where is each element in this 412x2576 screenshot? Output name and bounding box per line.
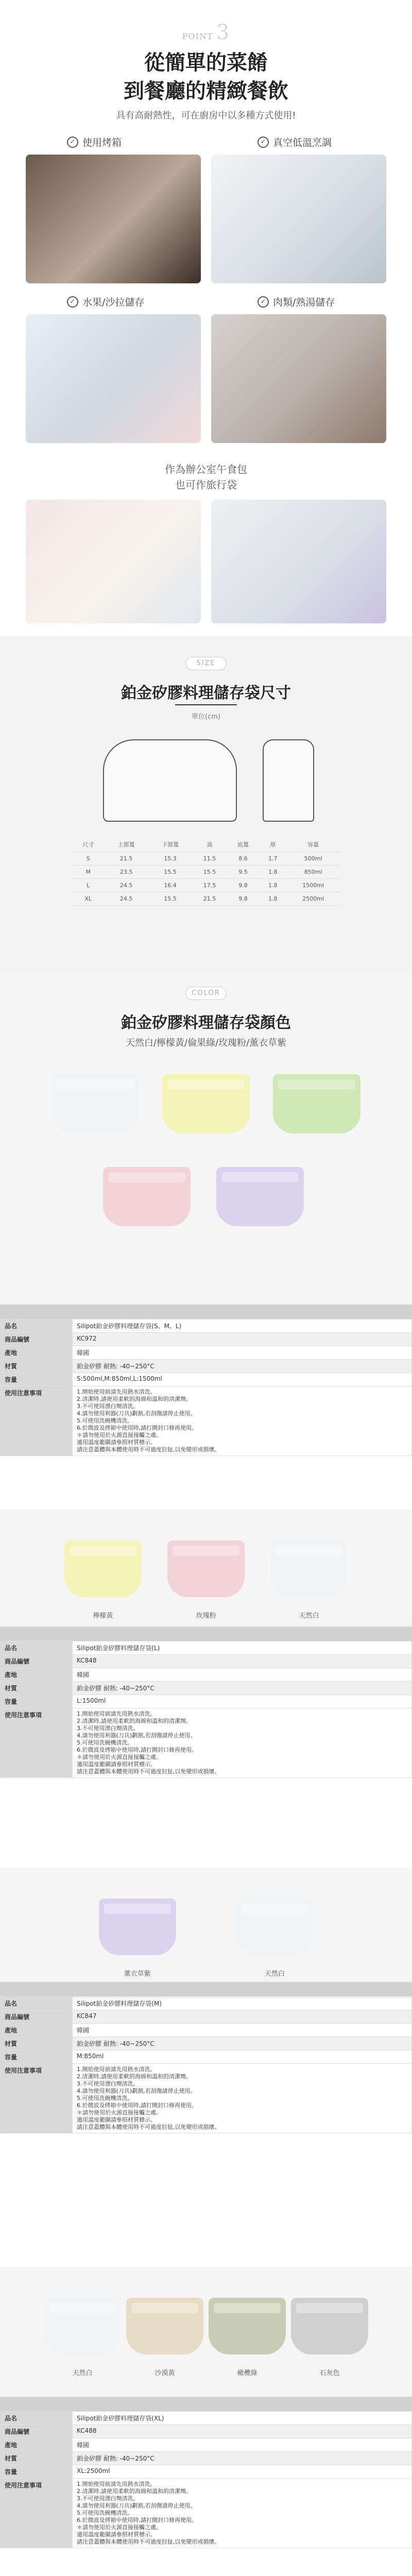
variant-caption: 沙漠黃 <box>154 2369 175 2377</box>
spec-row-capacity: 容量 L:1500ml <box>1 1695 412 1708</box>
variant-bowl <box>64 1540 142 1597</box>
color-title: 鉑金矽膠料理儲存袋顏色 <box>121 1014 291 1032</box>
color-section <box>0 971 412 1316</box>
usage-notes: 1.開始使用前請先用熱水清洗。 2.清潔時,請使用柔軟的海綿和溫和的清潔劑。 3.不可使用漂白劑清洗。 4.請勿使用利器(刀具)劃割,若刮傷請停止使用。 5.可使用洗碗機清洗。 6.於微波及烤箱中使用時,請打開封口條再使用。 ＊請勿使用於火源直接接觸之處。 適用溫度範圍請參照材質標示。 請注意蓋體與本體使用時不可過度拉扯,以免變形或損壞。 <box>73 2064 412 2133</box>
spec-row-usage: 使用注意事項 1.開始使用前請先用熱水清洗。 2.清潔時,請使用柔軟的海綿和溫和的清潔劑。 3.不可使用漂白劑清洗。 4.請勿使用利器(刀具)劃割,若刮傷請停止使用。 5.可使用洗碗機清洗。 6.於微波及烤箱中使用時,請打開封口條再使用。 ＊請勿使用於火源直接接觸之處。 適用溫度範圍請參照材質標示。 請注意蓋體與本體使用時不可過度拉扯,以免變形或損壞。 <box>1 2064 412 2133</box>
feature-fruit <box>67 295 144 309</box>
feature-meat-label: 肉類/熟湯儲存 <box>273 297 335 308</box>
spec-row-material: 材質 鉑金矽膠 耐熱: -40~250°C <box>1 2452 412 2465</box>
product-variant-row <box>0 1868 412 1999</box>
spec-row-model: 商品編號 KC972 <box>1 1333 412 1346</box>
feature-sousvide <box>258 135 332 149</box>
color-bowl-0 <box>52 1074 139 1133</box>
spec-row-usage: 使用注意事項 1.開始使用前請先用熱水清洗。 2.清潔時,請使用柔軟的海綿和溫和的清潔劑。 3.不可使用漂白劑清洗。 4.請勿使用利器(刀具)劃割,若刮傷請停止使用。 5.可使用洗碗機清洗。 6.於微波及烤箱中使用時,請打開封口條再使用。 ＊請勿使用於火源直接接觸之處。 適用溫度範圍請參照材質標示。 請注意蓋體與本體使用時不可過度拉扯,以免變形或損壞。 <box>1 1708 412 1778</box>
color-tag: COLOR <box>185 987 227 1000</box>
color-bowl-1 <box>162 1074 250 1133</box>
spec-row-usage: 使用注意事項 1.開始使用前請先用熱水清洗。 2.清潔時,請使用柔軟的海綿和溫和的清潔劑。 3.不可使用漂白劑清洗。 4.請勿使用利器(刀具)劃割,若刮傷請停止使用。 5.可使用洗碗機清洗。 6.於微波及烤箱中使用時,請打開封口條再使用。 ＊請勿使用於火源直接接觸之處。 適用溫度範圍請參照材質標示。 請注意蓋體與本體使用時不可過度拉扯,以免變形或損壞。 <box>1 2479 412 2548</box>
lunch-line-1: 作為辦公室午食包 <box>165 463 247 476</box>
size-table <box>72 837 340 906</box>
variant-bowl <box>126 2298 203 2354</box>
spec-row-name: 品名 Silipot鉑金矽膠料理儲存袋(XL) <box>1 2412 412 2425</box>
spec-table <box>0 1996 412 2133</box>
fruit-photo <box>26 314 201 443</box>
check-icon: ✓ <box>258 296 269 308</box>
table-row: L 24.5 16.4 17.5 9.8 1.8 1500ml <box>72 879 340 892</box>
size-table-header: 尺寸 上部寬 下部寬 高 底寬 厚 容量 <box>72 837 340 852</box>
front-diagram <box>103 739 237 822</box>
spec-row-material: 材質 鉑金矽膠 耐熱: -40~250°C <box>1 1682 412 1695</box>
point-label: POINT <box>182 31 213 41</box>
variant-caption: 橄欖綠 <box>237 2369 258 2377</box>
spec-row-model: 商品編號 KC848 <box>1 1655 412 1668</box>
check-icon: ✓ <box>67 296 78 308</box>
variant-bowl <box>209 2298 286 2354</box>
variant-bowl <box>44 2298 121 2354</box>
spec-band <box>0 1982 412 1996</box>
variant-bowl <box>99 1899 176 1955</box>
variant-caption: 天然白 <box>72 2369 93 2377</box>
meat-photo <box>211 314 386 443</box>
point-subtitle: 具有高耐熱性，可在廚房中以多種方式使用! <box>116 110 296 121</box>
color-list: 天然白/檸檬黃/倫果綠/玫瑰粉/薰衣草紫 <box>125 1038 287 1048</box>
spec-row-material: 材質 鉑金矽膠 耐熱: -40~250°C <box>1 1360 412 1373</box>
product-variant-row <box>0 2267 412 2398</box>
spec-row-origin: 產地 韓國 <box>1 2024 412 2037</box>
point-title-2: 到餐廳的精緻餐飲 <box>124 79 288 103</box>
color-bowl-4 <box>216 1167 304 1226</box>
oven-photo <box>26 155 201 283</box>
spec-row-name: 品名 Silipot鉑金矽膠料理儲存袋(L) <box>1 1641 412 1655</box>
variant-bowl <box>291 2298 368 2354</box>
size-section <box>0 636 412 971</box>
variant-caption: 玫瑰粉 <box>196 1612 216 1620</box>
spec-row-origin: 產地 韓國 <box>1 1346 412 1360</box>
usage-notes: 1.開始使用前請先用熱水清洗。 2.清潔時,請使用柔軟的海綿和溫和的清潔劑。 3.不可使用漂白劑清洗。 4.請勿使用利器(刀具)劃割,若刮傷請停止使用。 5.可使用洗碗機清洗。 6.於微波及烤箱中使用時,請打開封口條再使用。 ＊請勿使用於火源直接接觸之處。 適用溫度範圍請參照材質標示。 請注意蓋體與本體使用時不可過度拉扯,以免變形或損壞。 <box>73 1708 412 1778</box>
point-section <box>0 0 412 636</box>
variant-caption: 檸檬黃 <box>93 1612 113 1620</box>
spec-row-model: 商品編號 KC847 <box>1 2010 412 2024</box>
spec-row-name: 品名 Silipot鉑金矽膠料理儲存袋(M) <box>1 1997 412 2010</box>
table-row: S 21.5 15.3 11.5 8.6 1.7 500ml <box>72 852 340 866</box>
spec-row-capacity: 容量 XL:2500ml <box>1 2465 412 2479</box>
spec-row-capacity: 容量 S:500ml,M:850ml,L:1500ml <box>1 1373 412 1386</box>
check-icon: ✓ <box>67 137 78 148</box>
point-tag <box>180 21 232 44</box>
spec-row-material: 材質 鉑金矽膠 耐熱: -40~250°C <box>1 2037 412 2050</box>
color-bowl-3 <box>103 1167 191 1226</box>
spec-band <box>0 1626 412 1641</box>
spec-row-usage: 使用注意事項 1.開始使用前請先用熱水清洗。 2.清潔時,請使用柔軟的海綿和溫和的清潔劑。 3.不可使用漂白劑清洗。 4.請勿使用利器(刀具)劃割,若刮傷請停止使用。 5.可使用洗碗機清洗。 6.於微波及烤箱中使用時,請打開封口條再使用。 ＊請勿使用於火源直接接觸之處。 適用溫度範圍請參照材質標示。 請注意蓋體與本體使用時不可過度拉扯,以免變形或損壞。 <box>1 1386 412 1456</box>
spec-row-model: 商品編號 KC488 <box>1 2425 412 2438</box>
variant-bowl <box>236 1899 313 1955</box>
feature-oven-label: 使用烤箱 <box>82 137 122 148</box>
spec-row-capacity: 容量 M:850ml <box>1 2050 412 2064</box>
feature-oven <box>67 135 122 149</box>
spec-table <box>0 2411 412 2548</box>
spec-row-origin: 產地 韓國 <box>1 1668 412 1682</box>
spec-band <box>0 1304 412 1319</box>
color-bowl-2 <box>273 1074 360 1133</box>
size-tag: SIZE <box>185 657 227 670</box>
lunch-line-2: 也可作旅行袋 <box>175 479 237 491</box>
spec-band <box>0 2397 412 2411</box>
table-row: XL 24.5 15.5 21.5 9.8 1.8 2500ml <box>72 892 340 906</box>
spec-table <box>0 1319 412 1456</box>
variant-caption: 天然白 <box>299 1612 319 1620</box>
table-row: M 23.5 15.5 15.5 9.5 1.8 850ml <box>72 866 340 879</box>
point-title-1: 從簡單的菜餚 <box>144 50 268 75</box>
point-number: 3 <box>216 21 230 44</box>
size-title: 鉑金矽膠料理儲存袋尺寸 <box>121 684 291 702</box>
size-unit: 單位(cm) <box>192 713 220 721</box>
side-diagram <box>263 739 314 822</box>
feature-sousvide-label: 真空低溫烹調 <box>273 137 332 148</box>
variant-caption: 薰衣草紫 <box>124 1970 151 1978</box>
usage-notes: 1.開始使用前請先用熱水清洗。 2.清潔時,請使用柔軟的海綿和溫和的清潔劑。 3.不可使用漂白劑清洗。 4.請勿使用利器(刀具)劃割,若刮傷請停止使用。 5.可使用洗碗機清洗。 6.於微波及烤箱中使用時,請打開封口條再使用。 ＊請勿使用於火源直接接觸之處。 適用溫度範圍請參照材質標示。 請注意蓋體與本體使用時不可過度拉扯,以免變形或損壞。 <box>73 1386 412 1456</box>
size-title-underline <box>175 704 237 705</box>
spec-row-name: 品名 Silipot鉑金矽膠料理儲存袋(S、M、L) <box>1 1319 412 1333</box>
variant-bowl <box>167 1540 245 1597</box>
spec-table <box>0 1641 412 1778</box>
product-variant-row <box>0 1510 412 1641</box>
usage-notes: 1.開始使用前請先用熱水清洗。 2.清潔時,請使用柔軟的海綿和溫和的清潔劑。 3.不可使用漂白劑清洗。 4.請勿使用利器(刀具)劃割,若刮傷請停止使用。 5.可使用洗碗機清洗。 6.於微波及烤箱中使用時,請打開封口條再使用。 ＊請勿使用於火源直接接觸之處。 適用溫度範圍請參照材質標示。 請注意蓋體與本體使用時不可過度拉扯,以免變形或損壞。 <box>73 2479 412 2548</box>
travel-bag-photo <box>211 500 386 623</box>
feature-fruit-label: 水果/沙拉儲存 <box>82 297 145 308</box>
lunch-photo <box>26 500 201 623</box>
spec-row-origin: 產地 韓國 <box>1 2438 412 2452</box>
feature-meat <box>258 295 335 309</box>
sousvide-photo <box>211 155 386 283</box>
variant-caption: 石灰色 <box>319 2369 340 2377</box>
variant-caption: 天然白 <box>264 1970 285 1978</box>
variant-bowl <box>270 1540 348 1597</box>
check-icon: ✓ <box>258 137 269 148</box>
